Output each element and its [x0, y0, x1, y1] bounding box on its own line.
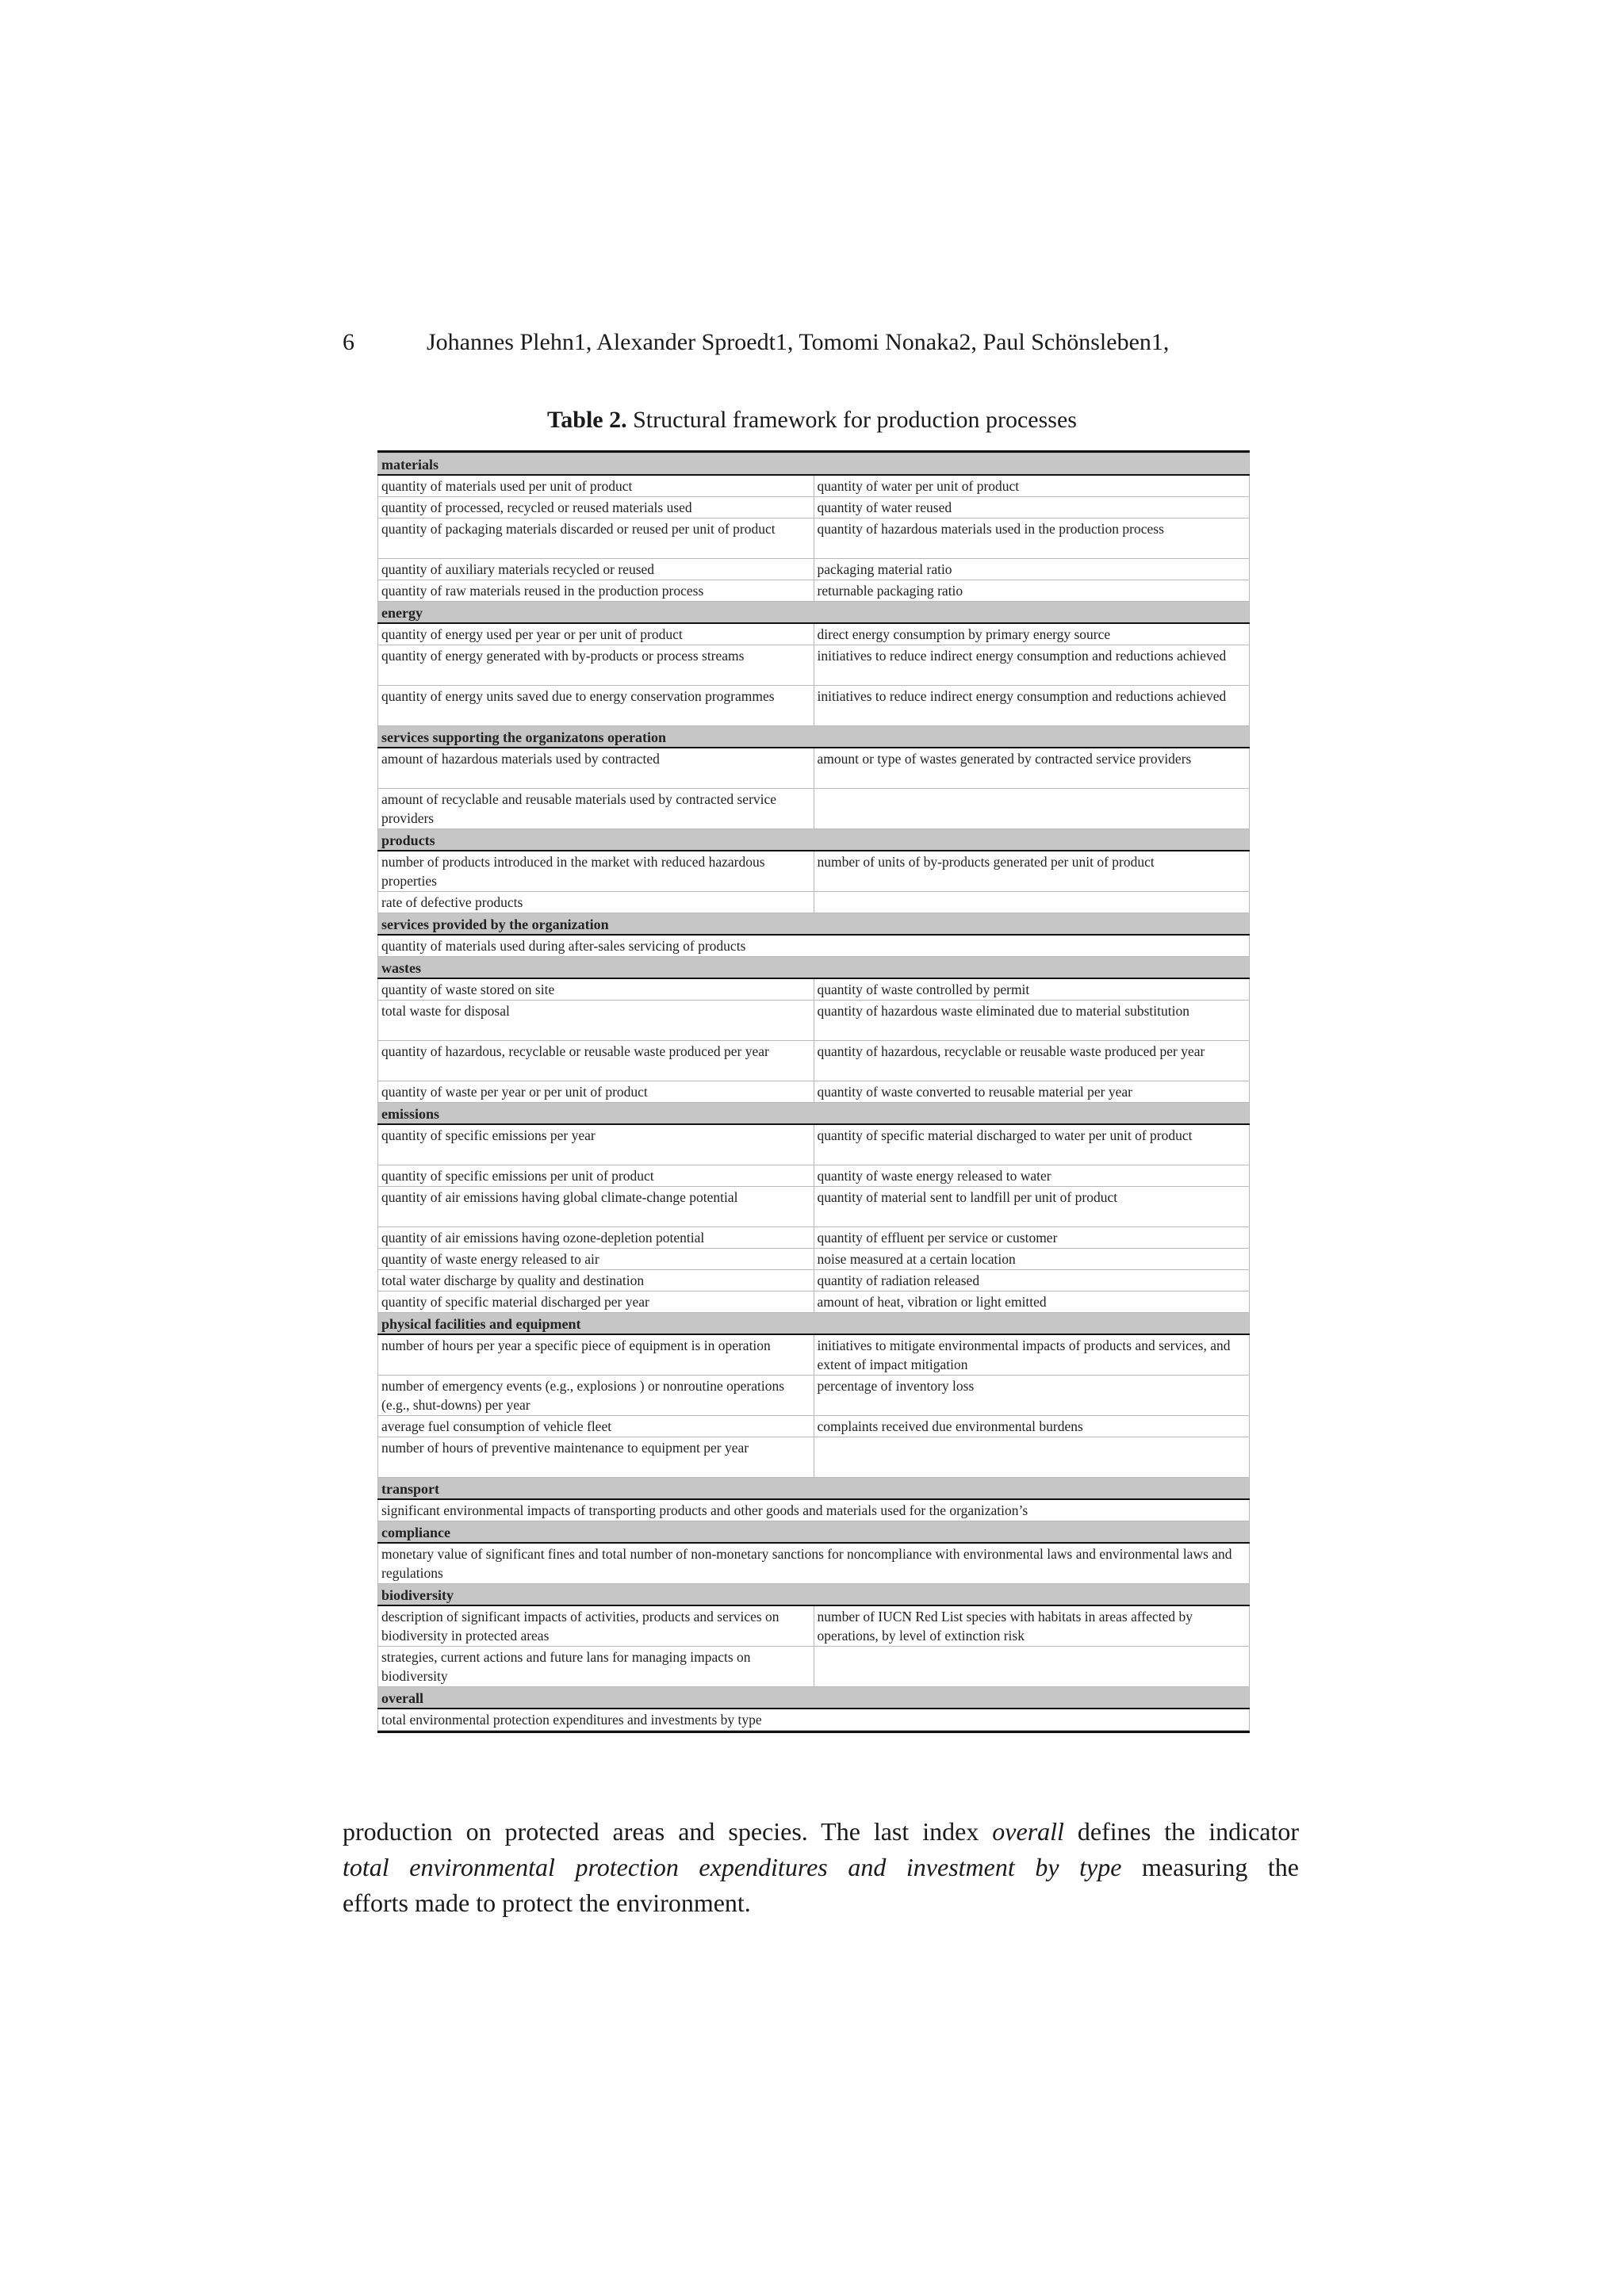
- table-row: [378, 789, 1250, 829]
- indicator-cell-right: amount of heat, vibration or light emitted: [814, 1292, 1250, 1313]
- table-row: [378, 1647, 1250, 1687]
- table-caption: [0, 404, 1624, 436]
- section-title: transport: [378, 1478, 1250, 1500]
- body-line-2: [343, 1850, 1299, 1885]
- table-row: [378, 1499, 1250, 1521]
- indicator-cell-right: noise measured at a certain location: [814, 1249, 1250, 1270]
- section-header-row: [378, 957, 1250, 979]
- indicator-cell-right: complaints received due environmental burdens: [814, 1416, 1250, 1437]
- indicator-cell-full: monetary value of significant fines and total number of non-monetary sanctions for noncompliance with environmental laws and environmental laws and regulations: [378, 1543, 1250, 1584]
- indicator-cell-left: quantity of air emissions having global climate-change potential: [378, 1187, 814, 1227]
- table-row: [378, 1709, 1250, 1731]
- section-title: biodiversity: [378, 1584, 1250, 1606]
- body-emphasis: overall: [992, 1817, 1064, 1846]
- table-caption-text: Structural framework for production processes: [626, 407, 1077, 433]
- indicator-cell-left: quantity of specific emissions per unit of product: [378, 1165, 814, 1187]
- indicator-cell-right: quantity of radiation released: [814, 1270, 1250, 1292]
- indicator-cell-right: direct energy consumption by primary energy source: [814, 623, 1250, 645]
- indicator-cell-left: quantity of energy generated with by-products or process streams: [378, 645, 814, 686]
- table-row: [378, 1270, 1250, 1292]
- indicator-cell-right: returnable packaging ratio: [814, 580, 1250, 602]
- indicator-cell-right: quantity of effluent per service or customer: [814, 1227, 1250, 1249]
- indicator-cell-left: quantity of processed, recycled or reused materials used: [378, 497, 814, 519]
- table-row: [378, 519, 1250, 559]
- body-emphasis: total environmental protection expenditures and investment by type: [343, 1853, 1122, 1881]
- indicator-cell-full: quantity of materials used during after-sales servicing of products: [378, 935, 1250, 957]
- indicator-cell-left: rate of defective products: [378, 892, 814, 913]
- indicator-cell-left: quantity of packaging materials discarded or reused per unit of product: [378, 519, 814, 559]
- indicator-cell-right: initiatives to reduce indirect energy consumption and reductions achieved: [814, 686, 1250, 726]
- section-title: services provided by the organization: [378, 913, 1250, 936]
- table-row: [378, 475, 1250, 497]
- indicator-cell-left: strategies, current actions and future lans for managing impacts on biodiversity: [378, 1647, 814, 1687]
- table-row: [378, 1437, 1250, 1478]
- section-title: overall: [378, 1687, 1250, 1709]
- section-header-row: [378, 1521, 1250, 1544]
- indicator-cell-right: [814, 892, 1250, 913]
- indicator-cell-right: [814, 1647, 1250, 1687]
- section-header-row: [378, 1687, 1250, 1709]
- table-row: [378, 645, 1250, 686]
- table-row: [378, 1124, 1250, 1165]
- indicator-cell-right: quantity of hazardous materials used in the production process: [814, 519, 1250, 559]
- table-row: [378, 892, 1250, 913]
- indicator-cell-full: significant environmental impacts of transporting products and other goods and materials used for the organization’s: [378, 1499, 1250, 1521]
- table-row: [378, 1001, 1250, 1041]
- indicator-cell-right: quantity of hazardous, recyclable or reusable waste produced per year: [814, 1041, 1250, 1081]
- table-row: [378, 1416, 1250, 1437]
- body-line-1: [343, 1814, 1299, 1850]
- indicator-cell-left: description of significant impacts of activities, products and services on biodiversity in protected areas: [378, 1605, 814, 1647]
- indicator-cell-right: quantity of waste controlled by permit: [814, 978, 1250, 1001]
- body-line-3: efforts made to protect the environment.: [343, 1888, 751, 1917]
- indicator-cell-right: [814, 789, 1250, 829]
- table-row: [378, 935, 1250, 957]
- section-header-row: [378, 453, 1250, 476]
- indicator-cell-left: number of emergency events (e.g., explosions ) or nonroutine operations (e.g., shut-downs) per year: [378, 1376, 814, 1416]
- indicator-table: [377, 453, 1250, 1731]
- indicator-cell-right: number of IUCN Red List species with habitats in areas affected by operations, by level of extinction risk: [814, 1605, 1250, 1647]
- indicator-cell-left: quantity of waste per year or per unit of product: [378, 1081, 814, 1103]
- indicator-cell-left: quantity of energy used per year or per unit of product: [378, 623, 814, 645]
- indicator-cell-left: quantity of specific emissions per year: [378, 1124, 814, 1165]
- indicator-table-wrapper: [377, 450, 1250, 1733]
- table-row: [378, 623, 1250, 645]
- table-row: [378, 1041, 1250, 1081]
- table-row: [378, 497, 1250, 519]
- table-row: [378, 978, 1250, 1001]
- table-row: [378, 559, 1250, 580]
- body-text-segment: defines the indicator: [1063, 1817, 1300, 1846]
- table-row: [378, 1187, 1250, 1227]
- table-row: [378, 1249, 1250, 1270]
- indicator-cell-left: quantity of waste energy released to air: [378, 1249, 814, 1270]
- table-row: [378, 748, 1250, 789]
- indicator-cell-right: quantity of water reused: [814, 497, 1250, 519]
- indicator-cell-right: initiatives to mitigate environmental impacts of products and services, and extent of impact mitigation: [814, 1334, 1250, 1376]
- section-header-row: [378, 1313, 1250, 1335]
- indicator-cell-left: quantity of waste stored on site: [378, 978, 814, 1001]
- section-header-row: [378, 829, 1250, 851]
- section-header-row: [378, 913, 1250, 936]
- indicator-cell-left: quantity of energy units saved due to energy conservation programmes: [378, 686, 814, 726]
- section-header-row: [378, 1584, 1250, 1606]
- table-row: [378, 1292, 1250, 1313]
- section-title: physical facilities and equipment: [378, 1313, 1250, 1335]
- body-paragraph: [343, 1814, 1299, 1921]
- section-header-row: [378, 726, 1250, 748]
- indicator-cell-left: quantity of specific material discharged per year: [378, 1292, 814, 1313]
- table-row: [378, 1334, 1250, 1376]
- section-title: emissions: [378, 1103, 1250, 1125]
- indicator-cell-full: total environmental protection expenditures and investments by type: [378, 1709, 1250, 1731]
- section-title: compliance: [378, 1521, 1250, 1544]
- table-row: [378, 1165, 1250, 1187]
- section-header-row: [378, 602, 1250, 624]
- indicator-cell-left: number of products introduced in the market with reduced hazardous properties: [378, 851, 814, 892]
- indicator-cell-right: quantity of waste energy released to water: [814, 1165, 1250, 1187]
- indicator-cell-right: packaging material ratio: [814, 559, 1250, 580]
- indicator-cell-right: quantity of material sent to landfill per unit of product: [814, 1187, 1250, 1227]
- section-title: energy: [378, 602, 1250, 624]
- page-number: 6: [343, 329, 354, 355]
- indicator-cell-right: [814, 1437, 1250, 1478]
- indicator-cell-left: average fuel consumption of vehicle fleet: [378, 1416, 814, 1437]
- table-row: [378, 686, 1250, 726]
- table-row: [378, 1605, 1250, 1647]
- indicator-cell-right: amount or type of wastes generated by contracted service providers: [814, 748, 1250, 789]
- indicator-cell-left: quantity of raw materials reused in the production process: [378, 580, 814, 602]
- table-row: [378, 1081, 1250, 1103]
- indicator-table-body: [378, 453, 1250, 1731]
- indicator-cell-left: number of hours per year a specific piece of equipment is in operation: [378, 1334, 814, 1376]
- table-row: [378, 1227, 1250, 1249]
- indicator-cell-left: total waste for disposal: [378, 1001, 814, 1041]
- indicator-cell-left: quantity of hazardous, recyclable or reusable waste produced per year: [378, 1041, 814, 1081]
- indicator-cell-right: quantity of water per unit of product: [814, 475, 1250, 497]
- section-header-row: [378, 1103, 1250, 1125]
- table-row: [378, 1543, 1250, 1584]
- running-head: [343, 327, 1169, 358]
- table-caption-label: Table 2.: [547, 407, 627, 433]
- table-row: [378, 851, 1250, 892]
- indicator-cell-left: quantity of materials used per unit of product: [378, 475, 814, 497]
- indicator-cell-right: quantity of hazardous waste eliminated due to material substitution: [814, 1001, 1250, 1041]
- body-text-segment: measuring the: [1121, 1853, 1300, 1881]
- section-title: materials: [378, 453, 1250, 476]
- table-row: [378, 1376, 1250, 1416]
- indicator-cell-left: amount of hazardous materials used by contracted: [378, 748, 814, 789]
- indicator-cell-right: number of units of by-products generated per unit of product: [814, 851, 1250, 892]
- indicator-cell-left: quantity of auxiliary materials recycled or reused: [378, 559, 814, 580]
- section-header-row: [378, 1478, 1250, 1500]
- table-row: [378, 580, 1250, 602]
- indicator-cell-right: quantity of waste converted to reusable material per year: [814, 1081, 1250, 1103]
- section-title: products: [378, 829, 1250, 851]
- section-title: services supporting the organizatons operation: [378, 726, 1250, 748]
- indicator-cell-right: initiatives to reduce indirect energy consumption and reductions achieved: [814, 645, 1250, 686]
- indicator-cell-right: quantity of specific material discharged to water per unit of product: [814, 1124, 1250, 1165]
- indicator-cell-left: amount of recyclable and reusable materials used by contracted service providers: [378, 789, 814, 829]
- section-title: wastes: [378, 957, 1250, 979]
- author-list: Johannes Plehn1, Alexander Sproedt1, Tomomi Nonaka2, Paul Schönsleben1,: [427, 329, 1170, 355]
- body-text-segment: production on protected areas and species. The last index: [343, 1817, 993, 1846]
- indicator-cell-left: total water discharge by quality and destination: [378, 1270, 814, 1292]
- indicator-cell-right: percentage of inventory loss: [814, 1376, 1250, 1416]
- indicator-cell-left: number of hours of preventive maintenance to equipment per year: [378, 1437, 814, 1478]
- indicator-cell-left: quantity of air emissions having ozone-depletion potential: [378, 1227, 814, 1249]
